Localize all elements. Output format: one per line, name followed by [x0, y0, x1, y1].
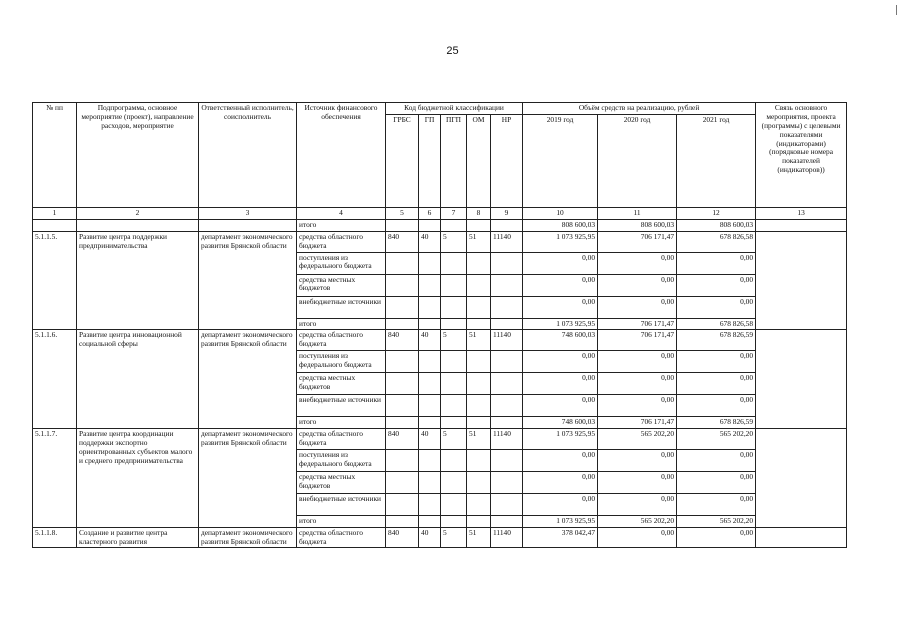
- funding-source: средства местных бюджетов: [297, 471, 386, 493]
- row-indicator-link: [756, 527, 847, 548]
- subtotal-2021: 678 826,59: [677, 417, 756, 429]
- header-2020: 2020 год: [598, 115, 677, 208]
- column-number: 7: [441, 208, 467, 220]
- subtotal-2021: 678 826,58: [677, 318, 756, 330]
- subtotal-2020: 565 202,20: [598, 515, 677, 527]
- column-number: 13: [756, 208, 847, 220]
- funding-value-2019: 0,00: [523, 274, 598, 296]
- row-value-2019: 378 042,47: [523, 527, 598, 548]
- row-pgp: 5: [441, 429, 467, 450]
- header-2021: 2021 год: [677, 115, 756, 208]
- total-label: итого: [297, 417, 386, 429]
- header-no: № пп: [33, 103, 77, 208]
- row-gp: 40: [419, 231, 441, 252]
- row-value-2021: 0,00: [677, 527, 756, 548]
- total-2019: 808 600,03: [523, 219, 598, 231]
- funding-value-2020: 0,00: [598, 296, 677, 318]
- row-om: 51: [467, 330, 491, 351]
- row-value-2019: 748 600,03: [523, 330, 598, 351]
- column-number: 6: [419, 208, 441, 220]
- row-executor: департамент экономического развития Брянской области: [199, 429, 297, 528]
- row-grbs: 840: [386, 231, 419, 252]
- row-nr: 11140: [491, 527, 523, 548]
- table-row: [33, 231, 847, 252]
- row-number: 5.1.1.6.: [33, 330, 77, 429]
- row-grbs: 840: [386, 527, 419, 548]
- column-number: 4: [297, 208, 386, 220]
- row-value-2019: 1 073 925,95: [523, 231, 598, 252]
- total-label: итого: [297, 219, 386, 231]
- funding-value-2020: 0,00: [598, 351, 677, 373]
- row-gp: 40: [419, 527, 441, 548]
- row-executor: департамент экономического развития Брянской области: [199, 330, 297, 429]
- row-nr: 11140: [491, 330, 523, 351]
- funding-value-2021: 0,00: [677, 351, 756, 373]
- total-label: итого: [297, 318, 386, 330]
- header-grbs: ГРБС: [386, 115, 419, 208]
- funding-value-2021: 0,00: [677, 296, 756, 318]
- column-number: 1: [33, 208, 77, 220]
- funding-value-2019: 0,00: [523, 471, 598, 493]
- header-nr: НР: [491, 115, 523, 208]
- funding-value-2019: 0,00: [523, 373, 598, 395]
- table-row: [33, 330, 847, 351]
- total-2020: 808 600,03: [598, 219, 677, 231]
- row-executor: департамент экономического развития Брянской области: [199, 527, 297, 548]
- funding-value-2021: 0,00: [677, 471, 756, 493]
- column-number: 9: [491, 208, 523, 220]
- row-indicator-link: [756, 330, 847, 429]
- top-total-row: [33, 219, 847, 231]
- subtotal-2019: 748 600,03: [523, 417, 598, 429]
- funding-value-2020: 0,00: [598, 395, 677, 417]
- subtotal-2019: 1 073 925,95: [523, 515, 598, 527]
- row-source: средства областного бюджета: [297, 330, 386, 351]
- row-nr: 11140: [491, 231, 523, 252]
- total-label: итого: [297, 515, 386, 527]
- row-measure-name: Развитие центра поддержки предпринимательства: [77, 231, 199, 330]
- row-value-2020: 0,00: [598, 527, 677, 548]
- row-grbs: 840: [386, 330, 419, 351]
- row-value-2021: 678 826,58: [677, 231, 756, 252]
- row-source: средства областного бюджета: [297, 527, 386, 548]
- column-number: 5: [386, 208, 419, 220]
- row-pgp: 5: [441, 330, 467, 351]
- header-source: Источник финансового обеспечения: [297, 103, 386, 208]
- row-source: средства областного бюджета: [297, 429, 386, 450]
- funding-value-2021: 0,00: [677, 395, 756, 417]
- row-number: 5.1.1.8.: [33, 527, 77, 548]
- header-om: ОМ: [467, 115, 491, 208]
- header-program: Подпрограмма, основное мероприятие (проект), направление расходов, мероприятие: [77, 103, 199, 208]
- subtotal-2020: 706 171,47: [598, 318, 677, 330]
- table-body: [33, 208, 847, 548]
- budget-table: [32, 102, 847, 548]
- funding-value-2021: 0,00: [677, 449, 756, 471]
- row-measure-name: Развитие центра координации поддержки экспортно ориентированных субъектов малого и среднего предпринимательства: [77, 429, 199, 528]
- scan-edge-mark: [896, 5, 897, 15]
- column-number: 3: [199, 208, 297, 220]
- header-2019: 2019 год: [523, 115, 598, 208]
- funding-value-2020: 0,00: [598, 373, 677, 395]
- column-number: 11: [598, 208, 677, 220]
- row-measure-name: Развитие центра инновационной социальной сферы: [77, 330, 199, 429]
- row-value-2021: 565 202,20: [677, 429, 756, 450]
- column-number: 8: [467, 208, 491, 220]
- funding-source: средства местных бюджетов: [297, 373, 386, 395]
- page-number: 25: [446, 45, 459, 57]
- subtotal-2020: 706 171,47: [598, 417, 677, 429]
- row-value-2020: 565 202,20: [598, 429, 677, 450]
- table-row: [33, 527, 847, 548]
- funding-source: поступления из федерального бюджета: [297, 351, 386, 373]
- header-executor: Ответственный исполнитель, соисполнитель: [199, 103, 297, 208]
- funding-value-2019: 0,00: [523, 449, 598, 471]
- row-pgp: 5: [441, 527, 467, 548]
- row-grbs: 840: [386, 429, 419, 450]
- funding-value-2020: 0,00: [598, 493, 677, 515]
- row-pgp: 5: [441, 231, 467, 252]
- funding-value-2021: 0,00: [677, 252, 756, 274]
- column-number: 12: [677, 208, 756, 220]
- row-value-2021: 678 826,59: [677, 330, 756, 351]
- total-2021: 808 600,03: [677, 219, 756, 231]
- funding-value-2020: 0,00: [598, 449, 677, 471]
- row-nr: 11140: [491, 429, 523, 450]
- row-measure-name: Создание и развитие центра кластерного развития: [77, 527, 199, 548]
- row-executor: департамент экономического развития Брянской области: [199, 231, 297, 330]
- subtotal-2019: 1 073 925,95: [523, 318, 598, 330]
- header-pgp: ПГП: [441, 115, 467, 208]
- header-link: Связь основного мероприятия, проекта (программы) с целевыми показателями (индикаторами) (порядковые номера показателей (индикаторов)): [756, 103, 847, 208]
- row-number: 5.1.1.5.: [33, 231, 77, 330]
- funding-value-2020: 0,00: [598, 471, 677, 493]
- row-om: 51: [467, 231, 491, 252]
- row-indicator-link: [756, 231, 847, 330]
- row-value-2019: 1 073 925,95: [523, 429, 598, 450]
- row-om: 51: [467, 527, 491, 548]
- funding-source: поступления из федерального бюджета: [297, 252, 386, 274]
- funding-source: внебюджетные источники: [297, 395, 386, 417]
- row-number: 5.1.1.7.: [33, 429, 77, 528]
- funding-value-2020: 0,00: [598, 274, 677, 296]
- row-source: средства областного бюджета: [297, 231, 386, 252]
- funding-value-2021: 0,00: [677, 493, 756, 515]
- funding-value-2020: 0,00: [598, 252, 677, 274]
- funding-source: внебюджетные источники: [297, 493, 386, 515]
- column-number: 2: [77, 208, 199, 220]
- funding-value-2019: 0,00: [523, 252, 598, 274]
- funding-value-2019: 0,00: [523, 351, 598, 373]
- funding-value-2021: 0,00: [677, 373, 756, 395]
- funding-value-2019: 0,00: [523, 296, 598, 318]
- row-value-2020: 706 171,47: [598, 231, 677, 252]
- row-indicator-link: [756, 429, 847, 528]
- funding-source: средства местных бюджетов: [297, 274, 386, 296]
- column-number: 10: [523, 208, 598, 220]
- column-number-row: [33, 208, 847, 220]
- funding-value-2021: 0,00: [677, 274, 756, 296]
- funding-source: поступления из федерального бюджета: [297, 449, 386, 471]
- header-gp: ГП: [419, 115, 441, 208]
- header-volume-group: Объём средств на реализацию, рублей: [523, 103, 756, 115]
- row-gp: 40: [419, 429, 441, 450]
- table-row: [33, 429, 847, 450]
- row-value-2020: 706 171,47: [598, 330, 677, 351]
- row-om: 51: [467, 429, 491, 450]
- subtotal-2021: 565 202,20: [677, 515, 756, 527]
- row-gp: 40: [419, 330, 441, 351]
- funding-source: внебюджетные источники: [297, 296, 386, 318]
- funding-value-2019: 0,00: [523, 395, 598, 417]
- funding-value-2019: 0,00: [523, 493, 598, 515]
- header-code-group: Код бюджетной классификации: [386, 103, 523, 115]
